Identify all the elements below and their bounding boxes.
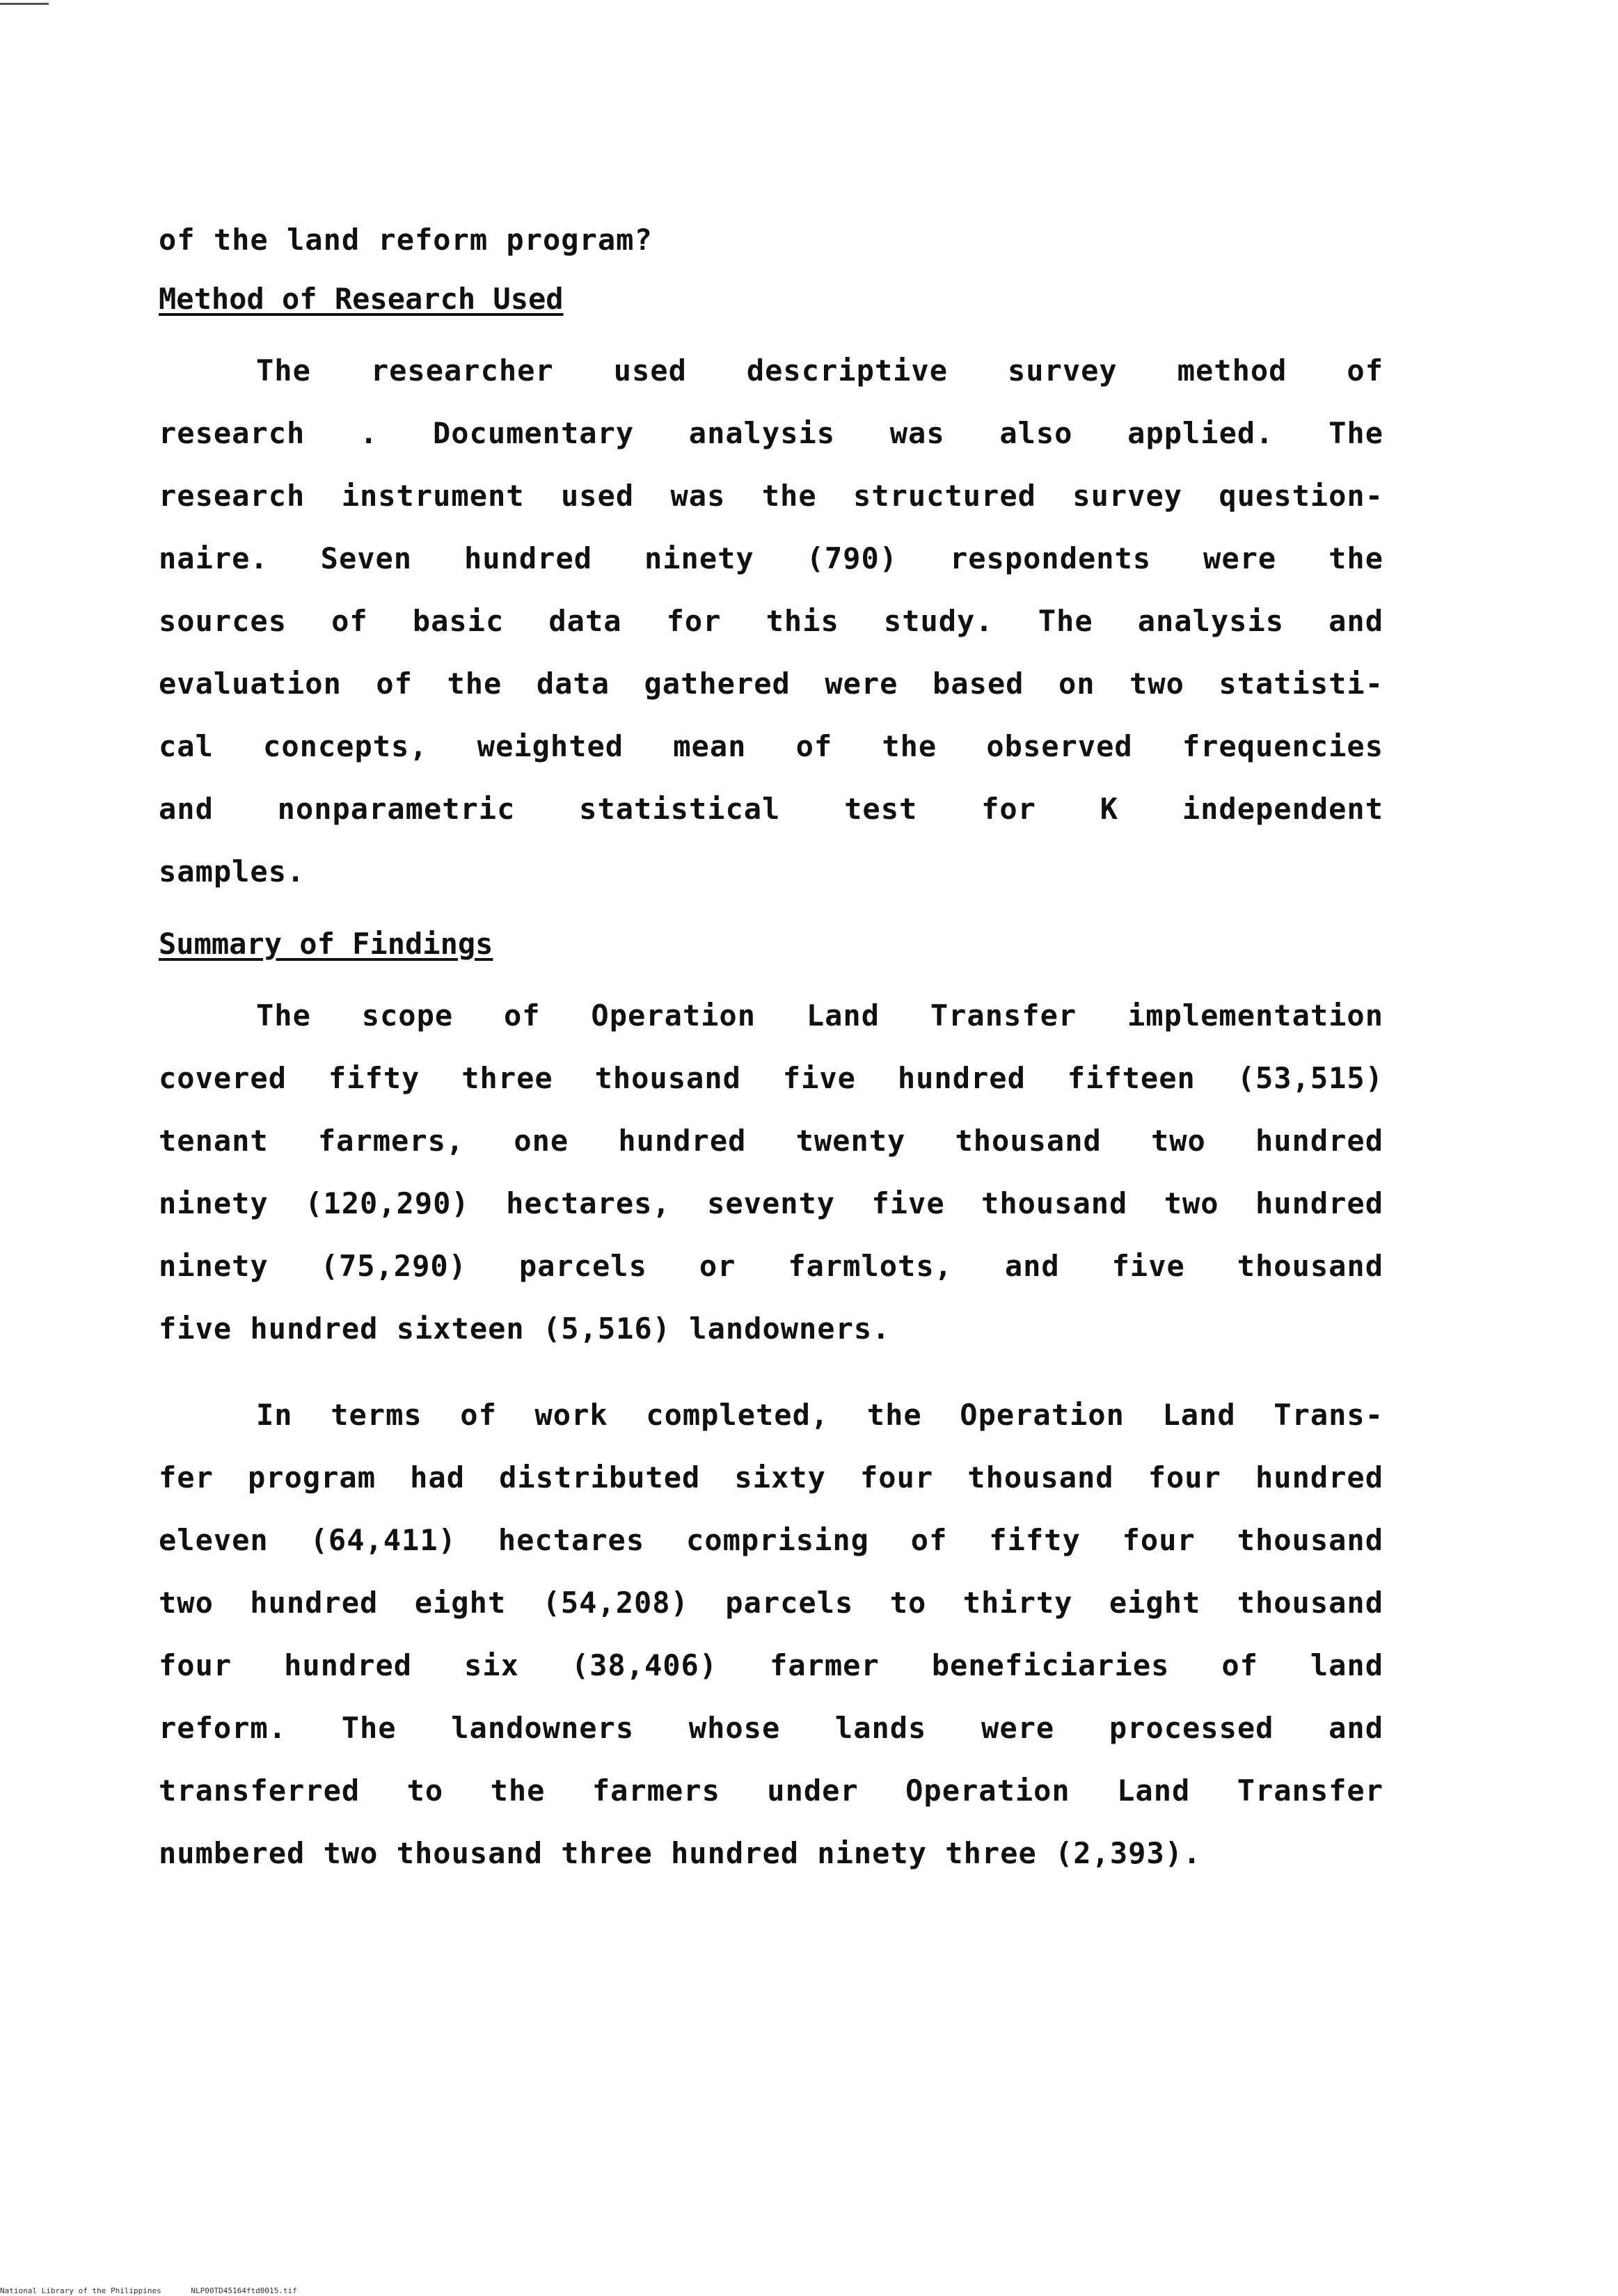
text-line: The scope of Operation Land Transfer implementation xyxy=(256,998,1383,1033)
document-body xyxy=(159,223,1383,1908)
text-line: fer program had distributed sixty four thousand four hundred xyxy=(159,1460,1383,1494)
text-line: transferred to the farmers under Operation Land Transfer xyxy=(159,1773,1383,1808)
text-line: ninety (120,290) hectares, seventy five thousand two hundred xyxy=(159,1186,1383,1220)
text-line: sources of basic data for this study. The analysis and xyxy=(159,604,1383,638)
text-line: ninety (75,290) parcels or farmlots, and five thousand xyxy=(159,1249,1383,1283)
scan-footer xyxy=(0,2286,322,2295)
text-line: and nonparametric statistical test for K independent xyxy=(159,792,1383,826)
paragraph xyxy=(159,1384,1383,1885)
text-line: research . Documentary analysis was also applied. The xyxy=(159,416,1383,450)
section-method xyxy=(159,282,1383,903)
text-line: The researcher used descriptive survey method of xyxy=(256,353,1383,388)
text-line: evaluation of the data gathered were based on two statisti- xyxy=(159,667,1383,701)
text-line: covered fifty three thousand five hundred fifteen (53,515) xyxy=(159,1061,1383,1095)
text-line: four hundred six (38,406) farmer beneficiaries of land xyxy=(159,1648,1383,1682)
footer-file: NLP00TD45164ftd0015.tif xyxy=(191,2286,297,2295)
text-line: reform. The landowners whose lands were processed and xyxy=(159,1711,1383,1745)
text-line: research instrument used was the structured survey question- xyxy=(159,479,1383,513)
text-line: cal concepts, weighted mean of the observed frequencies xyxy=(159,729,1383,763)
text-line: samples. xyxy=(159,854,306,888)
text-line: eleven (64,411) hectares comprising of fifty four thousand xyxy=(159,1523,1383,1557)
text-line: tenant farmers, one hundred twenty thousand two hundred xyxy=(159,1124,1383,1158)
scan-corner-mark xyxy=(0,3,49,5)
text-line: two hundred eight (54,208) parcels to thirty eight thousand xyxy=(159,1586,1383,1620)
lead-line: of the land reform program? xyxy=(159,223,653,257)
paragraph xyxy=(159,984,1383,1360)
paragraph xyxy=(159,340,1383,903)
section-summary xyxy=(159,927,1383,1885)
section-heading: Summary of Findings xyxy=(159,927,493,961)
footer-library: National Library of the Philippines xyxy=(0,2286,161,2295)
text-line: In terms of work completed, the Operation Land Trans- xyxy=(256,1398,1383,1432)
section-heading: Method of Research Used xyxy=(159,282,564,316)
text-line: five hundred sixteen (5,516) landowners. xyxy=(159,1312,891,1346)
text-line: naire. Seven hundred ninety (790) respondents were the xyxy=(159,541,1383,575)
text-line: numbered two thousand three hundred ninety three (2,393). xyxy=(159,1836,1202,1870)
